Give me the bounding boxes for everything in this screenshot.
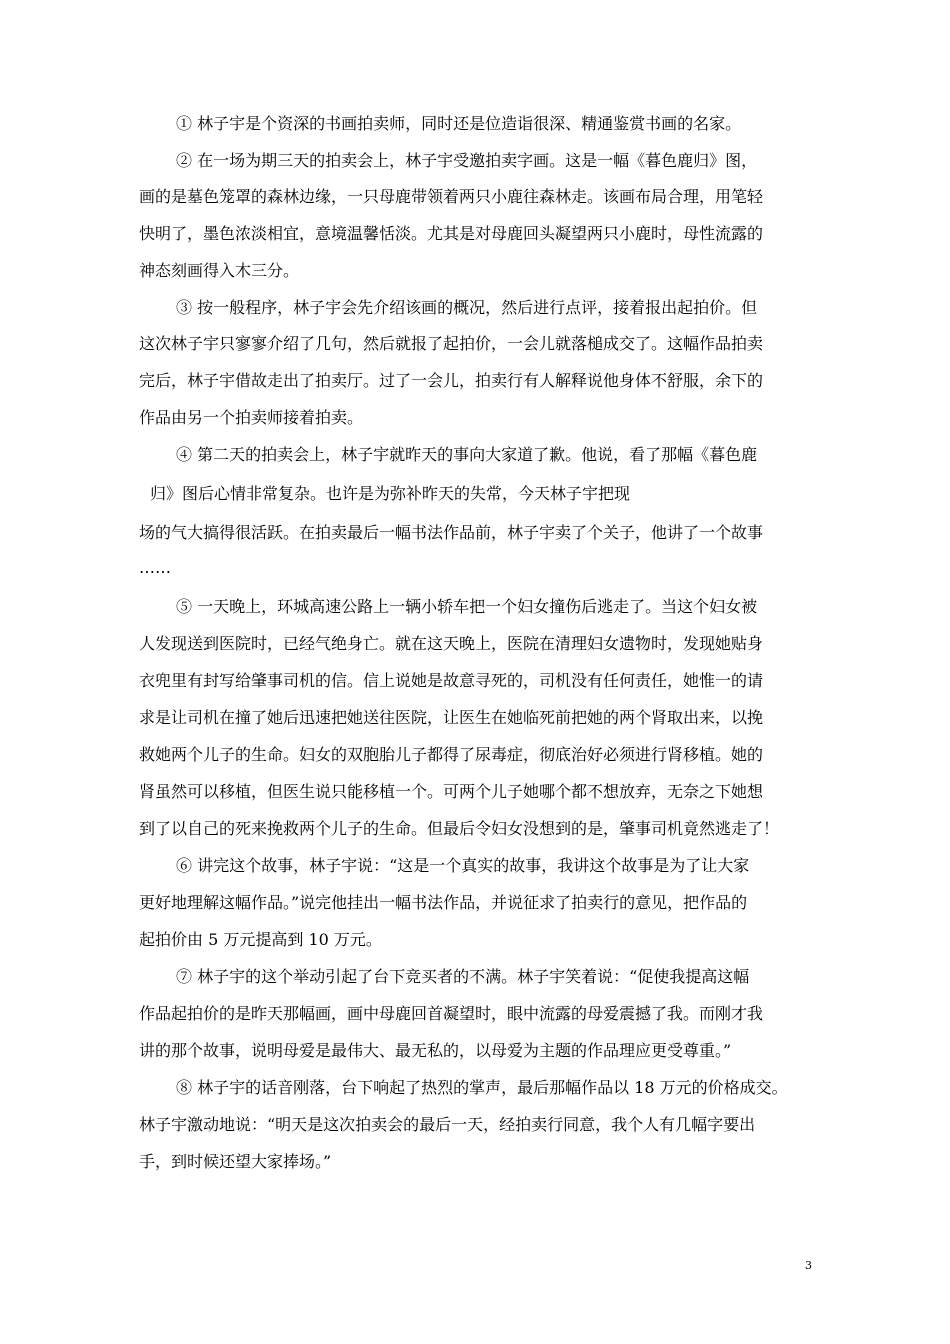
- paragraph-5-line-7: 到了以自己的死来挽救两个儿子的生命。但最后令妇女没想到的是，肇事司机竟然逃走了！: [139, 819, 780, 838]
- paragraph-7-line-1: ⑦ 林子宇的这个举动引起了台下竞买者的不满。林子宇笑着说：“促使我提高这幅: [176, 967, 750, 986]
- paragraph-4-line-3: 场的气大搞得很活跃。在拍卖最后一幅书法作品前，林子宇卖了个关子，他讲了一个故事: [139, 523, 764, 542]
- paragraph-8-line-1: ⑧ 林子宇的话音刚落，台下响起了热烈的掌声，最后那幅作品以 18 万元的价格成交。: [176, 1078, 788, 1097]
- paragraph-4-line-1: ④ 第二天的拍卖会上，林子宇就昨天的事向大家道了歉。他说，看了那幅《暮色鹿: [176, 445, 758, 464]
- paragraph-5-line-3: 衣兜里有封写给肇事司机的信。信上说她是故意寻死的，司机没有任何责任，她惟一的请: [139, 671, 764, 690]
- paragraph-8-line-2: 林子宇激动地说：“明天是这次拍卖会的最后一天，经拍卖行同意，我个人有几幅字要出: [139, 1115, 756, 1134]
- paragraph-5-line-4: 求是让司机在撞了她后迅速把她送往医院，让医生在她临死前把她的两个肾取出来，以挽: [139, 708, 764, 727]
- paragraph-8-line-3: 手，到时候还望大家捧场。”: [139, 1152, 332, 1171]
- paragraph-6-line-2: 更好地理解这幅作品。”说完他挂出一幅书法作品，并说征求了拍卖行的意见，把作品的: [139, 893, 748, 912]
- paragraph-5-line-2: 人发现送到医院时，已经气绝身亡。就在这天晚上，医院在清理妇女遗物时，发现她贴身: [139, 634, 764, 653]
- paragraph-5-line-6: 肾虽然可以移植，但医生说只能移植一个。可两个儿子她哪个都不想放弃，无奈之下她想: [139, 782, 764, 801]
- paragraph-6-line-1: ⑥ 讲完这个故事，林子宇说：“这是一个真实的故事，我讲这个故事是为了让大家: [176, 856, 750, 875]
- paragraph-4-line-2: 归》图后心情非常复杂。也许是为弥补昨天的失常，今天林子宇把现: [150, 484, 631, 503]
- paragraph-3-line-4: 作品由另一个拍卖师接着拍卖。: [139, 408, 364, 427]
- paragraph-2-line-1: ② 在一场为期三天的拍卖会上，林子宇受邀拍卖字画。这是一幅《暮色鹿归》图，: [176, 151, 758, 170]
- paragraph-3-line-3: 完后，林子宇借故走出了拍卖厅。过了一会儿，拍卖行有人解释说他身体不舒服，余下的: [139, 371, 764, 390]
- paragraph-1-line-1: ① 林子宇是个资深的书画拍卖师，同时还是位造诣很深、精通鉴赏书画的名家。: [176, 114, 742, 133]
- paragraph-7-line-3: 讲的那个故事，说明母爱是最伟大、最无私的，以母爱为主题的作品理应更受尊重。”: [139, 1041, 732, 1060]
- paragraph-2-line-2: 画的是墓色笼罩的森林边缘，一只母鹿带领着两只小鹿往森林走。该画布局合理，用笔轻: [139, 187, 764, 206]
- paragraph-2-line-3: 快明了，墨色浓淡相宜，意境温馨恬淡。尤其是对母鹿回头凝望两只小鹿时，母性流露的: [139, 224, 764, 243]
- paragraph-3-line-1: ③ 按一般程序，林子宇会先介绍该画的概况，然后进行点评，接着报出起拍价。但: [176, 298, 758, 317]
- paragraph-5-line-1: ⑤ 一天晚上，环城高速公路上一辆小轿车把一个妇女撞伤后逃走了。当这个妇女被: [176, 597, 758, 616]
- paragraph-7-line-2: 作品起拍价的是昨天那幅画，画中母鹿回首凝望时，眼中流露的母爱震撼了我。而刚才我: [139, 1004, 764, 1023]
- paragraph-5-line-5: 救她两个儿子的生命。妇女的双胞胎儿子都得了尿毒症，彻底治好必须进行肾移植。她的: [139, 745, 764, 764]
- paragraph-4-line-4: ……: [139, 558, 171, 577]
- paragraph-2-line-4: 神态刻画得入木三分。: [139, 261, 300, 280]
- paragraph-3-line-2: 这次林子宇只寥寥介绍了几句，然后就报了起拍价，一会儿就落槌成交了。这幅作品拍卖: [139, 334, 764, 353]
- page-number: 3: [805, 1259, 812, 1272]
- paragraph-6-line-3: 起拍价由 5 万元提高到 10 万元。: [139, 930, 382, 949]
